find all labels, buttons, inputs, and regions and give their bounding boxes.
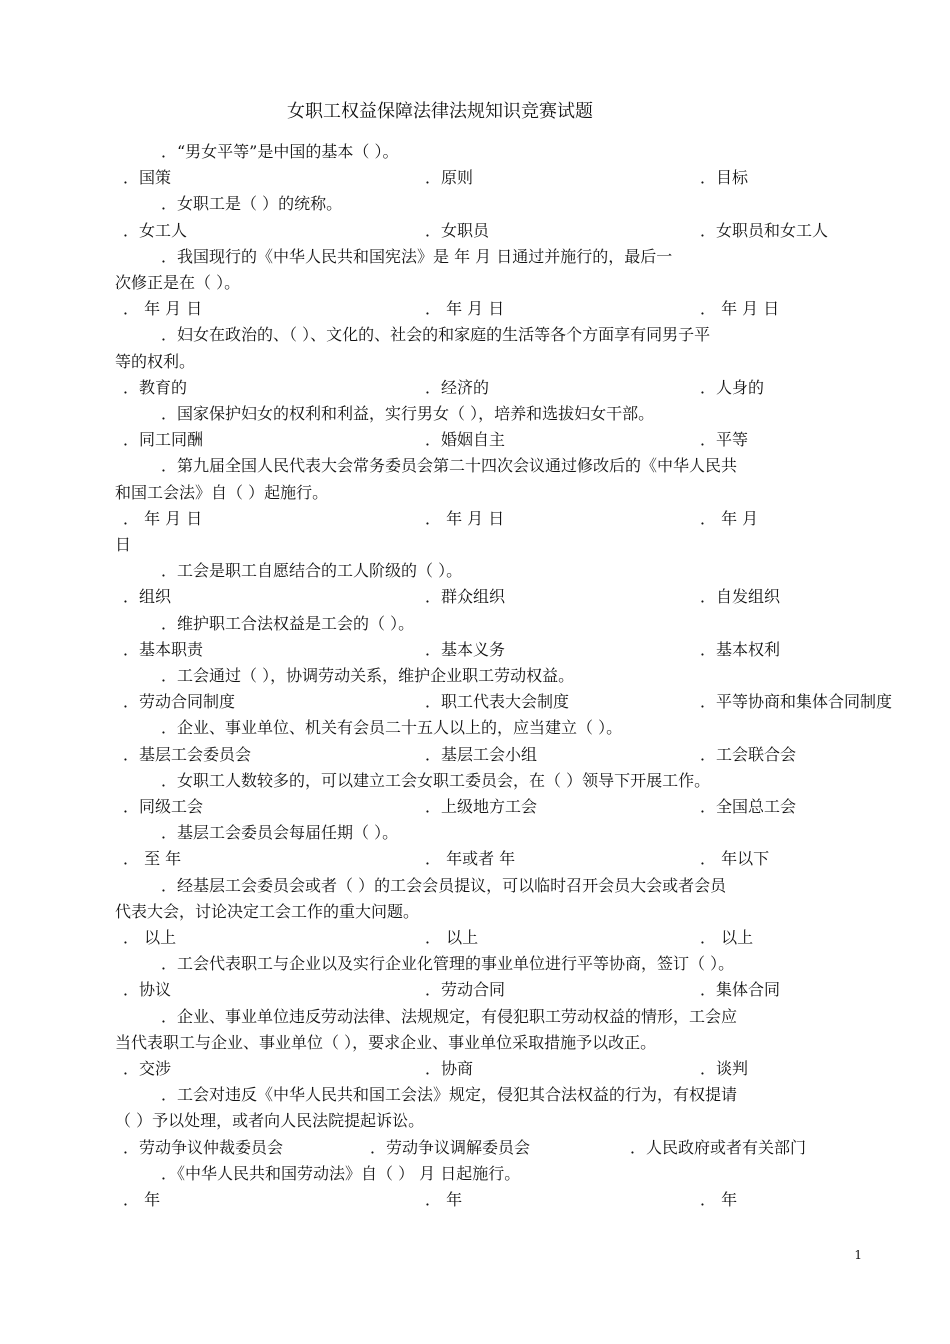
question-text: ．《中华人民共和国劳动法》自（ ） 月 日起施行。 — [161, 1163, 521, 1183]
question-text: ．企业、事业单位违反劳动法律、法规规定，有侵犯职工劳动权益的情形，工会应 — [161, 1006, 738, 1026]
question-text: ．女职工人数较多的，可以建立工会女职工委员会，在（ ）领导下开展工作。 — [161, 770, 711, 790]
option-a: ．女工人 — [123, 220, 188, 240]
option-b: ．原则 — [425, 168, 474, 188]
option-row — [115, 1056, 865, 1082]
option-c: ．基本权利 — [700, 639, 781, 659]
question-text: ．我国现行的《中华人民共和国宪法》是 年 月 日通过并施行的，最后一 — [161, 246, 673, 266]
option-row — [115, 296, 865, 322]
option-c: ． 年 月 — [700, 508, 759, 528]
option-a: ． 以上 — [123, 928, 177, 947]
option-b: ．劳动争议调解委员会 — [370, 1137, 531, 1157]
option-c: ． 年 月 日 — [700, 299, 780, 319]
option-a: ．同级工会 — [123, 797, 204, 816]
option-row — [115, 375, 865, 401]
option-a: ． 年 月 日 — [123, 299, 203, 319]
question-text: ．工会通过（ ），协调劳动关系，维护企业职工劳动权益。 — [161, 666, 575, 685]
option-b: ． 年 月 日 — [425, 299, 505, 319]
option-c: ． 年以下 — [700, 849, 770, 869]
option-b: ． 以上 — [425, 928, 479, 947]
option-a: ．教育的 — [123, 377, 188, 397]
question-text: ．工会是职工自愿结合的工人阶级的（ ）。 — [161, 561, 463, 581]
option-row — [115, 794, 865, 820]
question-text: ．“男女平等”是中国的基本（ ）。 — [161, 142, 399, 161]
option-b: ．群众组织 — [425, 587, 506, 607]
option-row — [115, 506, 865, 532]
question-continuation: 和国工会法》自（ ）起施行。 — [115, 482, 329, 502]
option-row — [115, 846, 865, 872]
option-a: ．交涉 — [123, 1059, 172, 1078]
option-b: ．基层工会小组 — [425, 744, 538, 764]
option-a: ．组织 — [123, 587, 172, 607]
option-a: ．劳动争议仲裁委员会 — [123, 1137, 284, 1157]
option-a: ． 至 年 — [123, 849, 182, 869]
document-title: 女职工权益保障法律法规知识竞赛试题 — [287, 101, 593, 122]
option-c: ．人身的 — [700, 377, 765, 397]
option-c: ．谈判 — [700, 1059, 749, 1078]
option-b: ．职工代表大会制度 — [425, 692, 570, 712]
option-row — [115, 165, 865, 191]
option-b: ． 年 月 日 — [425, 508, 505, 528]
option-c: ．自发组织 — [700, 587, 781, 607]
option-b: ． 年 — [425, 1190, 463, 1209]
option-row — [115, 427, 865, 453]
question-text: ．工会代表职工与企业以及实行企业化管理的事业单位进行平等协商，签订（ ）。 — [161, 954, 735, 974]
option-b: ．婚姻自主 — [425, 430, 506, 450]
question-continuation: 次修正是在（ ）。 — [115, 273, 241, 292]
option-a: ． 年 月 日 — [123, 508, 203, 528]
question-text: ．工会对违反《中华人民共和国工会法》规定，侵犯其合法权益的行为，有权提请 — [161, 1085, 738, 1105]
option-c: ．全国总工会 — [700, 797, 797, 816]
question-continuation: （ ）予以处理，或者向人民法院提起诉讼。 — [115, 1111, 425, 1131]
question-text: ．国家保护妇女的权利和利益，实行男女（ ），培养和选拔妇女干部。 — [161, 404, 655, 423]
option-row — [115, 1187, 865, 1213]
option-c: ．工会联合会 — [700, 744, 797, 764]
option-b: ．劳动合同 — [425, 980, 506, 1000]
option-b: ．基本义务 — [425, 639, 506, 659]
option-c: ． 以上 — [700, 928, 754, 947]
option-row — [115, 584, 865, 610]
question-text: ．企业、事业单位、机关有会员二十五人以上的，应当建立（ ）。 — [161, 718, 623, 738]
option-row — [115, 1135, 865, 1161]
option-b: ．协商 — [425, 1059, 474, 1078]
option-b: ．女职员 — [425, 220, 490, 240]
question-text: ．经基层工会委员会或者（ ）的工会会员提议，可以临时召开会员大会或者会员 — [161, 875, 727, 895]
option-row — [115, 689, 893, 715]
option-row — [115, 742, 865, 768]
question-continuation: 日 — [115, 535, 132, 554]
question-continuation: 代表大会，讨论决定工会工作的重大问题。 — [115, 901, 420, 921]
question-continuation: 当代表职工与企业、事业单位（ ），要求企业、事业单位采取措施予以改正。 — [115, 1032, 657, 1052]
option-row — [115, 218, 865, 244]
option-row — [115, 977, 865, 1003]
option-a: ．协议 — [123, 980, 172, 1000]
option-a: ．国策 — [123, 168, 172, 188]
option-a: ． 年 — [123, 1190, 161, 1209]
option-a: ．基层工会委员会 — [123, 744, 252, 764]
option-c: ．集体合同 — [700, 980, 781, 1000]
option-c: ．人民政府或者有关部门 — [630, 1137, 807, 1157]
option-c: ．女职员和女工人 — [700, 220, 829, 240]
option-c: ．目标 — [700, 168, 749, 188]
page-number: 1 — [854, 1248, 862, 1262]
question-text: ．维护职工合法权益是工会的（ ）。 — [161, 613, 415, 633]
question-continuation: 等的权利。 — [115, 351, 196, 371]
option-c: ．平等 — [700, 430, 749, 450]
question-text: ．基层工会委员会每届任期（ ）。 — [161, 823, 399, 843]
option-a: ．基本职责 — [123, 639, 204, 659]
option-row — [115, 637, 865, 663]
question-text: ．妇女在政治的、（ ）、文化的、社会的和家庭的生活等各个方面享有同男子平 — [161, 325, 711, 345]
option-b: ．经济的 — [425, 377, 490, 397]
option-row — [115, 925, 865, 951]
question-text: ．女职工是（ ）的统称。 — [161, 194, 343, 214]
option-b: ． 年或者 年 — [425, 849, 516, 869]
question-text: ．第九届全国人民代表大会常务委员会第二十四次会议通过修改后的《中华人民共 — [161, 456, 738, 476]
option-c: ．平等协商和集体合同制度 — [700, 692, 893, 712]
option-c: ． 年 — [700, 1190, 738, 1209]
option-b: ．上级地方工会 — [425, 797, 538, 816]
option-a: ．劳动合同制度 — [123, 692, 236, 712]
option-a: ．同工同酬 — [123, 430, 204, 450]
